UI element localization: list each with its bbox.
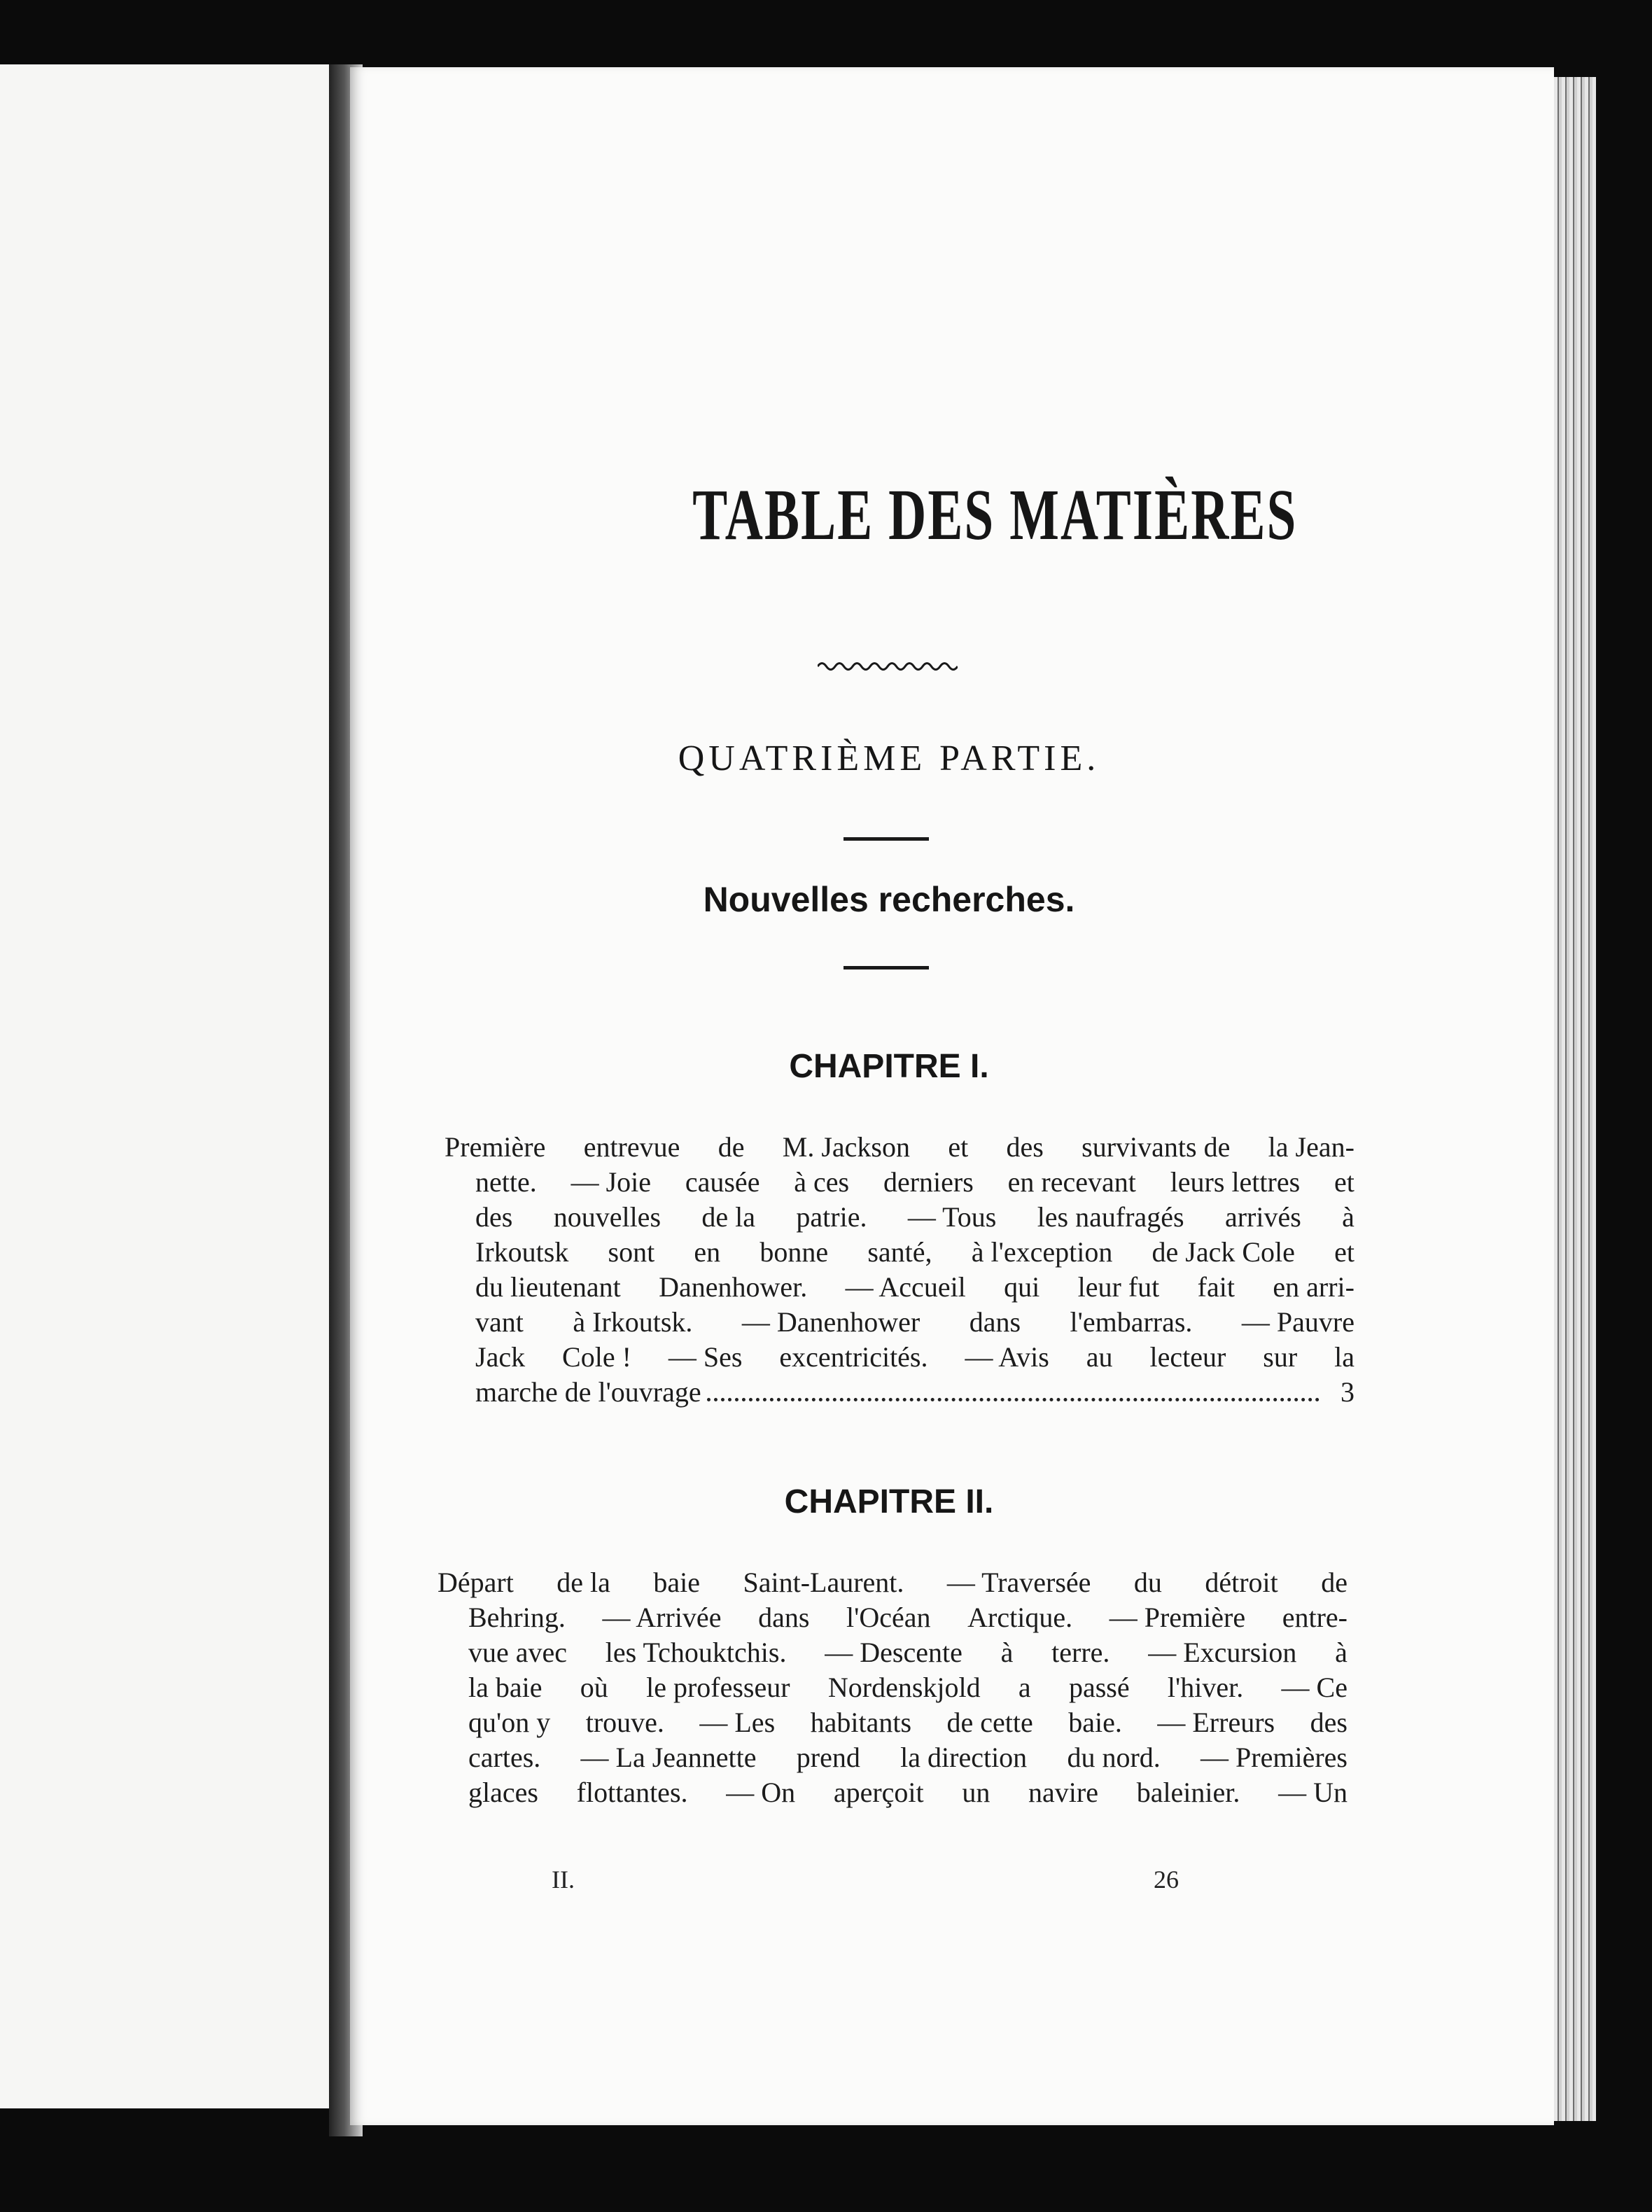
summary-word: passé xyxy=(1068,1672,1130,1703)
summary-line xyxy=(438,1565,1348,1600)
summary-word: — Accueil xyxy=(845,1271,966,1303)
right-page xyxy=(350,67,1554,2125)
summary-line xyxy=(444,1305,1354,1340)
summary-word: — Descente xyxy=(825,1637,962,1668)
summary-word: — La Jeannette xyxy=(580,1742,757,1773)
summary-word: entre- xyxy=(1282,1602,1348,1633)
divider-rule xyxy=(844,966,929,969)
summary-word: leurs lettres xyxy=(1170,1166,1301,1198)
summary-word: — Joie xyxy=(570,1166,652,1198)
toc-entry-text: marche de l'ouvrage xyxy=(475,1376,701,1408)
summary-word: dans xyxy=(758,1602,810,1633)
summary-word: baleinier. xyxy=(1136,1777,1240,1808)
summary-word: la baie xyxy=(468,1672,542,1703)
summary-word: — Traversée xyxy=(946,1567,1091,1598)
summary-word: — On xyxy=(726,1777,796,1808)
summary-word: — Pauvre xyxy=(1241,1306,1354,1338)
summary-word: Cole ! xyxy=(562,1341,631,1373)
summary-word: détroit xyxy=(1205,1567,1278,1598)
summary-word: la Jean- xyxy=(1268,1131,1354,1163)
summary-word: un xyxy=(962,1777,990,1808)
summary-word: vant xyxy=(475,1306,524,1338)
summary-word: à ces xyxy=(794,1166,850,1198)
summary-word: aperçoit xyxy=(833,1777,924,1808)
summary-word: — Un xyxy=(1278,1777,1348,1808)
summary-word: sur xyxy=(1263,1341,1298,1373)
chapter-heading: CHAPITRE II. xyxy=(784,1483,994,1520)
summary-word: des xyxy=(475,1201,513,1233)
summary-word: et xyxy=(1334,1236,1354,1268)
summary-word: nouvelles xyxy=(553,1201,662,1233)
summary-word: baie xyxy=(653,1567,701,1598)
summary-word: prend xyxy=(796,1742,860,1773)
summary-word: baie. xyxy=(1068,1707,1122,1738)
summary-word: à xyxy=(1342,1201,1354,1233)
summary-word: des xyxy=(1006,1131,1044,1163)
summary-word: à xyxy=(1335,1637,1348,1668)
summary-word: des xyxy=(1310,1707,1348,1738)
summary-word: de Jack Cole xyxy=(1152,1236,1295,1268)
summary-word: survivants de xyxy=(1082,1131,1231,1163)
summary-word: excentricités. xyxy=(779,1341,928,1373)
summary-word: Behring. xyxy=(468,1602,566,1633)
divider-rule xyxy=(844,837,929,841)
page-title: TABLE DES MATIÈRES xyxy=(692,475,1298,555)
sheet-number: 26 xyxy=(1154,1865,1179,1893)
summary-line xyxy=(444,1270,1354,1305)
summary-word: nette. xyxy=(475,1166,537,1198)
summary-word: en arri- xyxy=(1273,1271,1354,1303)
summary-word: et xyxy=(948,1131,969,1163)
summary-line xyxy=(438,1635,1348,1670)
summary-word: — Arrivée xyxy=(602,1602,722,1633)
signature-mark: II. xyxy=(552,1865,575,1893)
page-edges xyxy=(1554,77,1596,2121)
summary-word: Première xyxy=(444,1131,546,1163)
summary-word: les naufragés xyxy=(1037,1201,1184,1233)
summary-word: navire xyxy=(1028,1777,1098,1808)
summary-word: l'embarras. xyxy=(1070,1306,1193,1338)
summary-line xyxy=(444,1165,1354,1200)
summary-word: lecteur xyxy=(1149,1341,1226,1373)
summary-line xyxy=(438,1775,1348,1810)
summary-word: flottantes. xyxy=(576,1777,688,1808)
summary-line xyxy=(438,1600,1348,1635)
summary-word: à xyxy=(1000,1637,1014,1668)
summary-line xyxy=(444,1235,1354,1270)
summary-line xyxy=(444,1200,1354,1235)
summary-word: fait xyxy=(1197,1271,1235,1303)
part-heading: QUATRIÈME PARTIE. xyxy=(678,738,1100,778)
summary-word: — Les xyxy=(699,1707,776,1738)
summary-word: Irkoutsk xyxy=(475,1236,569,1268)
summary-word: Saint-Laurent. xyxy=(743,1567,904,1598)
summary-word: — Danenhower xyxy=(741,1306,920,1338)
summary-word: de xyxy=(718,1131,745,1163)
summary-line xyxy=(444,1130,1354,1165)
summary-word: qu'on y xyxy=(468,1707,551,1738)
summary-word: arrivés xyxy=(1224,1201,1301,1233)
summary-word: a xyxy=(1018,1672,1031,1703)
summary-word: du nord. xyxy=(1067,1742,1161,1773)
summary-word: — Excursion xyxy=(1148,1637,1297,1668)
summary-word: Nordenskjold xyxy=(827,1672,981,1703)
summary-word: du xyxy=(1133,1567,1162,1598)
summary-word: trouve. xyxy=(585,1707,664,1738)
summary-word: de la xyxy=(556,1567,610,1598)
summary-word: le professeur xyxy=(646,1672,790,1703)
summary-word: en xyxy=(694,1236,721,1268)
summary-word: dans xyxy=(969,1306,1021,1338)
summary-word: au xyxy=(1086,1341,1113,1373)
page-number: 3 xyxy=(1340,1376,1354,1408)
summary-word: entrevue xyxy=(583,1131,680,1163)
summary-word: — Ce xyxy=(1281,1672,1348,1703)
summary-word: où xyxy=(580,1672,608,1703)
chapter-heading: CHAPITRE I. xyxy=(789,1048,989,1085)
summary-line xyxy=(438,1740,1348,1775)
summary-word: — Erreurs xyxy=(1157,1707,1275,1738)
summary-word: de xyxy=(1321,1567,1348,1598)
summary-word: causée xyxy=(685,1166,760,1198)
summary-word: vue avec xyxy=(468,1637,568,1668)
summary-word: les Tchouktchis. xyxy=(605,1637,787,1668)
summary-line xyxy=(438,1670,1348,1705)
summary-word: l'Océan xyxy=(846,1602,931,1633)
summary-word: leur fut xyxy=(1077,1271,1160,1303)
summary-word: en recevant xyxy=(1007,1166,1136,1198)
chapter-summary xyxy=(438,1565,1348,1810)
summary-word: à Irkoutsk. xyxy=(573,1306,693,1338)
summary-word: Danenhower. xyxy=(659,1271,808,1303)
summary-word: de cette xyxy=(946,1707,1033,1738)
summary-word: du lieutenant xyxy=(475,1271,621,1303)
chapter-summary xyxy=(444,1130,1354,1410)
section-subtitle: Nouvelles recherches. xyxy=(703,880,1075,919)
summary-word: terre. xyxy=(1051,1637,1110,1668)
dot-leader xyxy=(707,1398,1320,1401)
summary-word: l'hiver. xyxy=(1167,1672,1244,1703)
summary-word: de la xyxy=(701,1201,756,1233)
summary-word: à l'exception xyxy=(971,1236,1113,1268)
summary-word: derniers xyxy=(883,1166,974,1198)
summary-word: qui xyxy=(1004,1271,1040,1303)
summary-word: glaces xyxy=(468,1777,538,1808)
summary-word: et xyxy=(1334,1166,1354,1198)
summary-word: Arctique. xyxy=(967,1602,1073,1633)
summary-word: habitants xyxy=(810,1707,912,1738)
summary-word: — Premières xyxy=(1200,1742,1348,1773)
summary-word: la xyxy=(1334,1341,1354,1373)
left-page xyxy=(0,64,333,2108)
summary-word: santé, xyxy=(867,1236,932,1268)
toc-entry-last-line xyxy=(444,1375,1354,1410)
wavy-ornament xyxy=(818,658,958,675)
summary-word: — Première xyxy=(1109,1602,1246,1633)
summary-word: cartes. xyxy=(468,1742,541,1773)
summary-line xyxy=(444,1340,1354,1375)
summary-word: Départ xyxy=(438,1567,514,1598)
summary-word: bonne xyxy=(760,1236,829,1268)
summary-word: patrie. xyxy=(796,1201,867,1233)
summary-word: Jack xyxy=(475,1341,526,1373)
summary-word: — Avis xyxy=(965,1341,1049,1373)
summary-word: M. Jackson xyxy=(782,1131,910,1163)
summary-word: — Ses xyxy=(668,1341,743,1373)
summary-word: sont xyxy=(608,1236,655,1268)
summary-line xyxy=(438,1705,1348,1740)
summary-word: — Tous xyxy=(907,1201,997,1233)
summary-word: la direction xyxy=(900,1742,1028,1773)
